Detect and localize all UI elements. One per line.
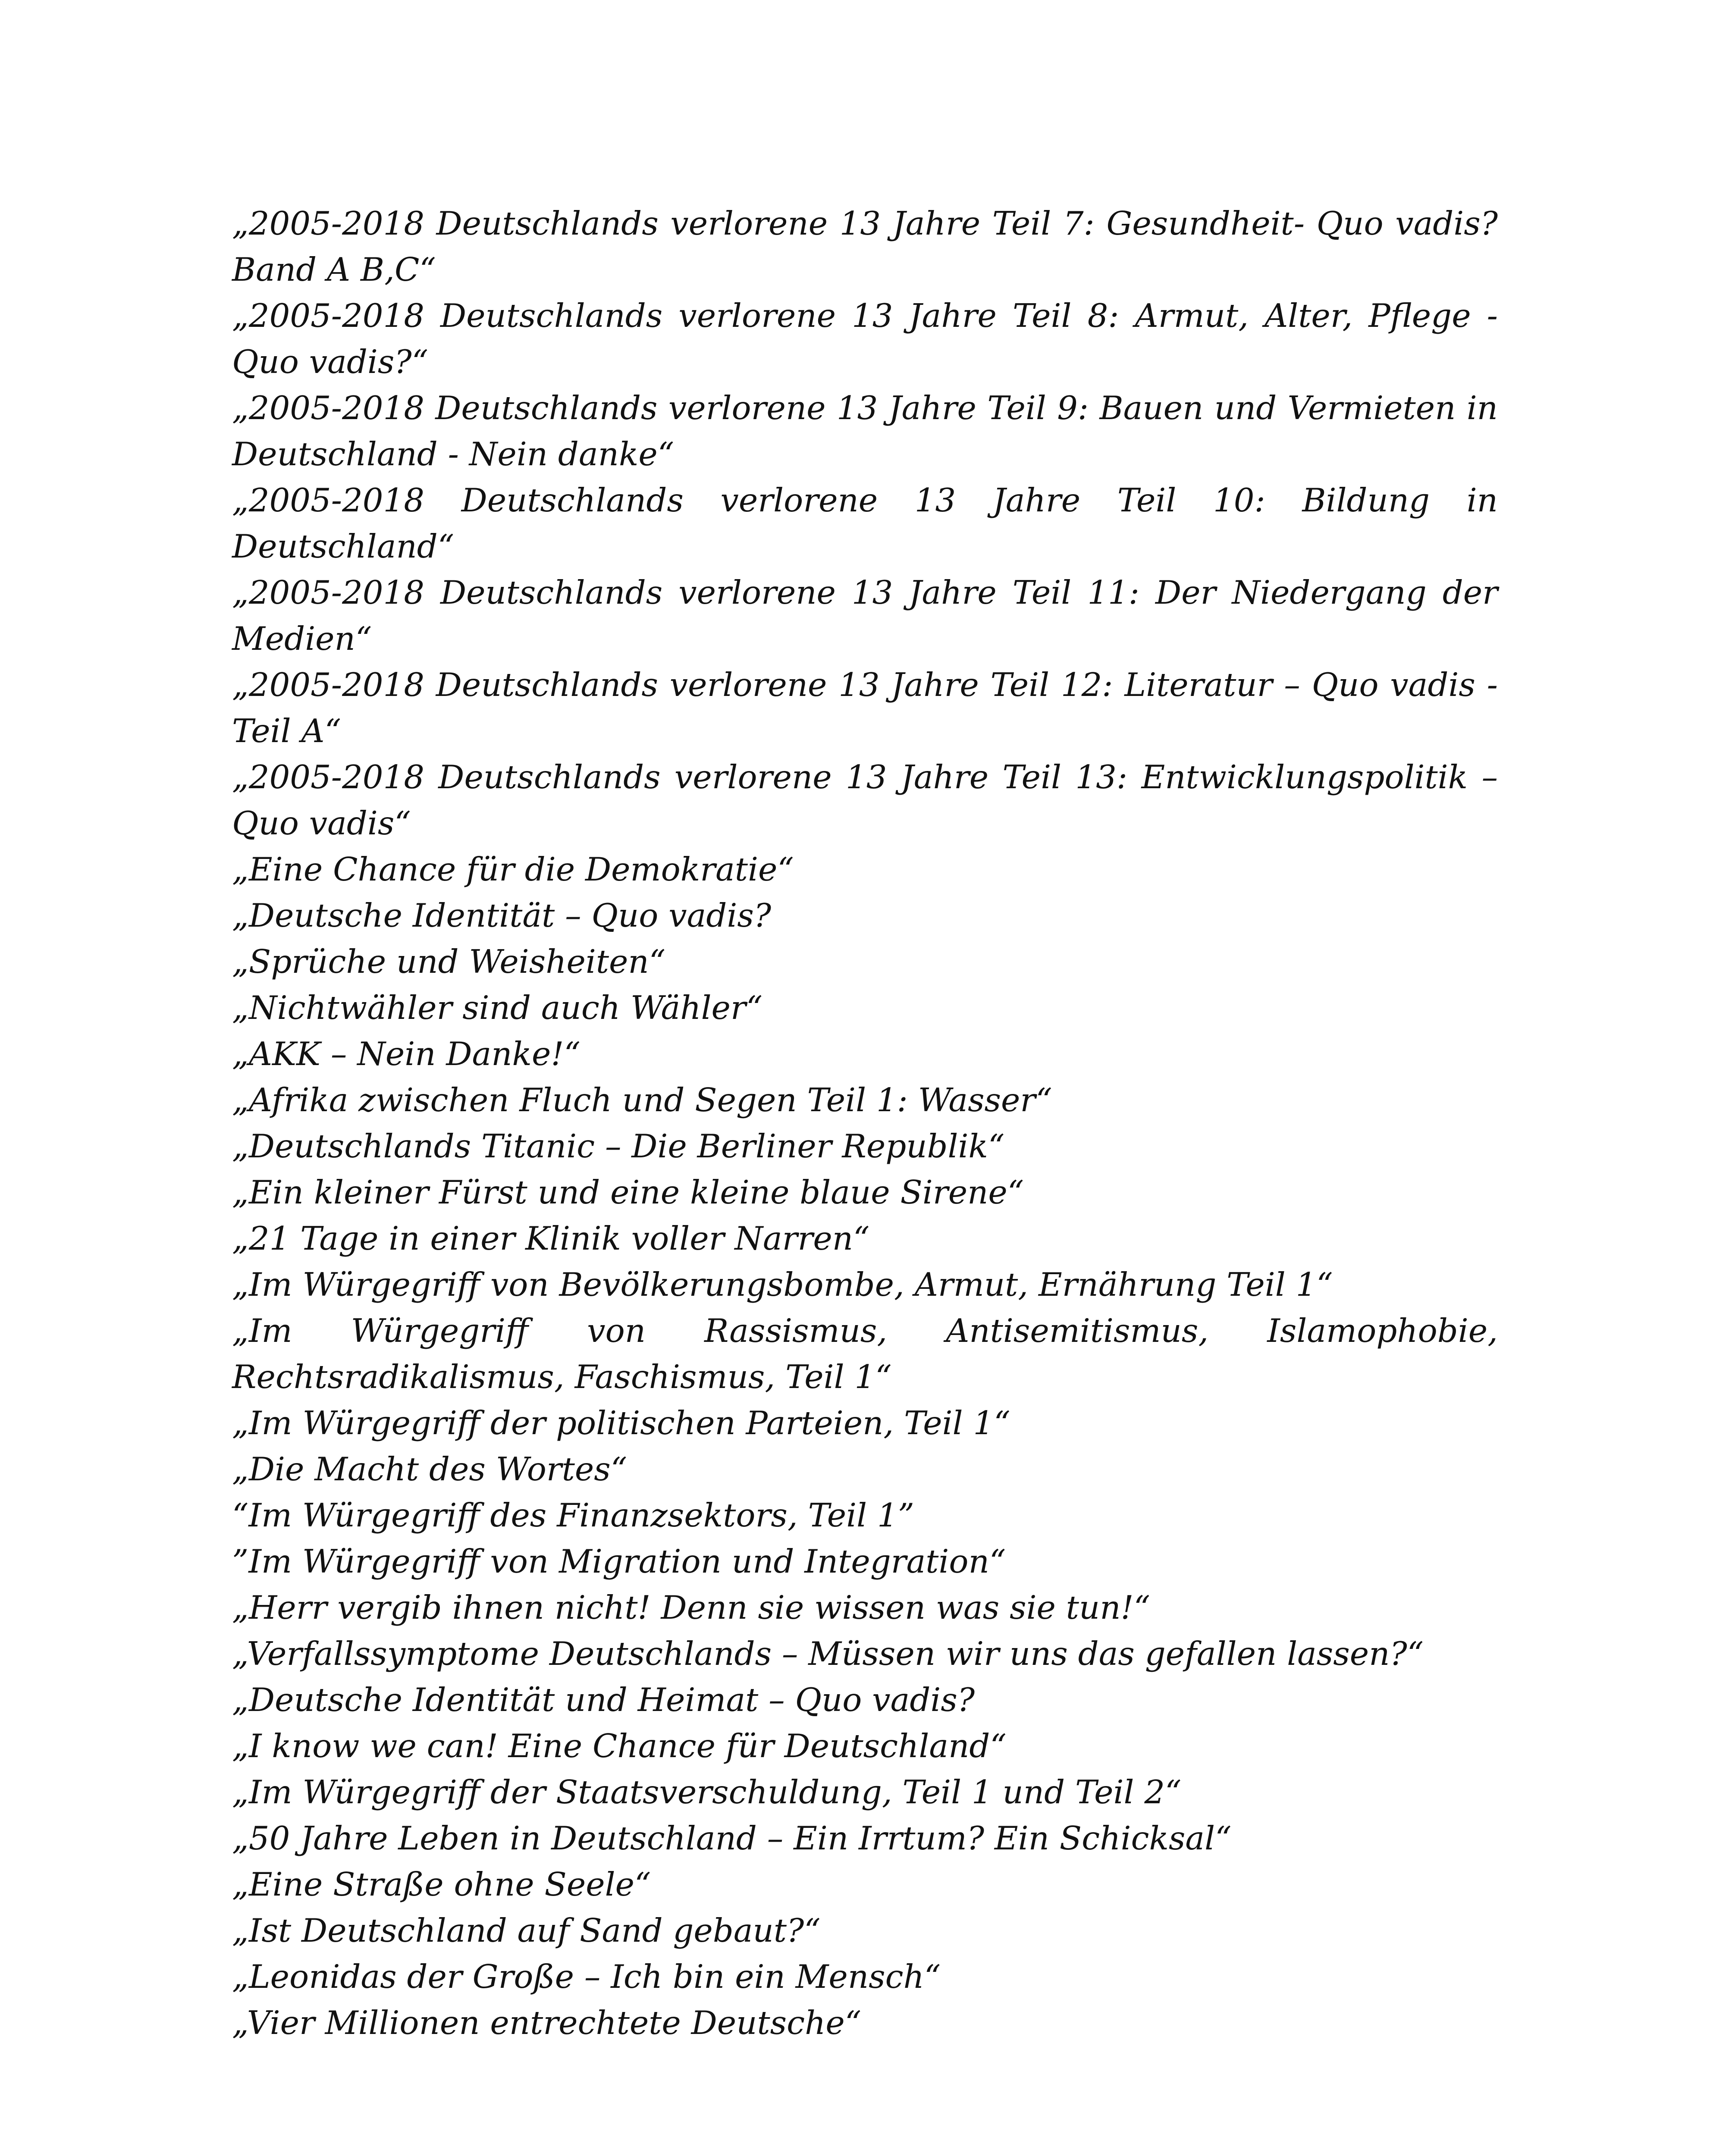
list-item: „Die Macht des Wortes“ <box>232 1450 628 1488</box>
list-item: „Im Würgegriff der Staatsverschuldung, Teil 1 und Teil 2“ <box>232 1773 1182 1811</box>
list-item: „2005-2018 Deutschlands verlorene 13 Jahre Teil 10: Bildung in Deutschland“ <box>232 481 1498 565</box>
list-item: „50 Jahre Leben in Deutschland – Ein Irrtum? Ein Schicksal“ <box>232 1819 1232 1857</box>
list-item: ”Im Würgegriff von Migration und Integration“ <box>232 1542 1006 1580</box>
list-item: „Sprüche und Weisheiten“ <box>232 943 666 981</box>
list-item: „Deutsche Identität und Heimat – Quo vadis? <box>232 1681 975 1719</box>
list-item: „21 Tage in einer Klinik voller Narren“ <box>232 1219 870 1257</box>
list-item: „Eine Straße ohne Seele“ <box>232 1865 651 1903</box>
list-item: „Ein kleiner Fürst und eine kleine blaue Sirene“ <box>232 1173 1024 1211</box>
list-item: „2005-2018 Deutschlands verlorene 13 Jahre Teil 9: Bauen und Vermieten in Deutschland - Nein danke“ <box>232 389 1498 473</box>
list-item: „Im Würgegriff von Rassismus, Antisemitismus, Islamophobie, Rechtsradikalismus, Faschismus, Teil 1“ <box>232 1312 1498 1396</box>
list-item: „Eine Chance für die Demokratie“ <box>232 850 794 888</box>
list-item: „2005-2018 Deutschlands verlorene 13 Jahre Teil 8: Armut, Alter, Pflege - Quo vadis?“ <box>232 297 1498 381</box>
list-item: „Nichtwähler sind auch Wähler“ <box>232 989 763 1027</box>
list-item: „Deutschlands Titanic – Die Berliner Republik“ <box>232 1127 1005 1165</box>
list-item: „2005-2018 Deutschlands verlorene 13 Jahre Teil 11: Der Niedergang der Medien“ <box>232 573 1498 658</box>
list-item: „2005-2018 Deutschlands verlorene 13 Jahre Teil 7: Gesundheit- Quo vadis? Band A B,C“ <box>232 204 1498 288</box>
list-item: „Deutsche Identität – Quo vadis? <box>232 896 772 934</box>
list-item: „Leonidas der Große – Ich bin ein Mensch“ <box>232 1958 941 1996</box>
list-item: „2005-2018 Deutschlands verlorene 13 Jahre Teil 13: Entwicklungspolitik – Quo vadis“ <box>232 758 1498 842</box>
book-title-list <box>232 201 1498 2046</box>
list-item: „Herr vergib ihnen nicht! Denn sie wissen was sie tun!“ <box>232 1589 1151 1626</box>
list-item: „Im Würgegriff von Bevölkerungsbombe, Armut, Ernährung Teil 1“ <box>232 1266 1333 1304</box>
list-item: „2005-2018 Deutschlands verlorene 13 Jahre Teil 12: Literatur – Quo vadis - Teil A“ <box>232 666 1498 750</box>
list-item: „Verfallssymptome Deutschlands – Müssen wir uns das gefallen lassen?“ <box>232 1635 1424 1673</box>
list-item: „Vier Millionen entrechtete Deutsche“ <box>232 2004 862 2042</box>
list-item: „Ist Deutschland auf Sand gebaut?“ <box>232 1912 821 1949</box>
list-item: „Im Würgegriff der politischen Parteien, Teil 1“ <box>232 1404 1010 1442</box>
list-item: „Afrika zwischen Fluch und Segen Teil 1: Wasser“ <box>232 1081 1052 1119</box>
list-item: “Im Würgegriff des Finanzsektors, Teil 1” <box>232 1496 915 1534</box>
list-item: „I know we can! Eine Chance für Deutschland“ <box>232 1727 1007 1765</box>
list-item: „AKK – Nein Danke!“ <box>232 1035 580 1073</box>
